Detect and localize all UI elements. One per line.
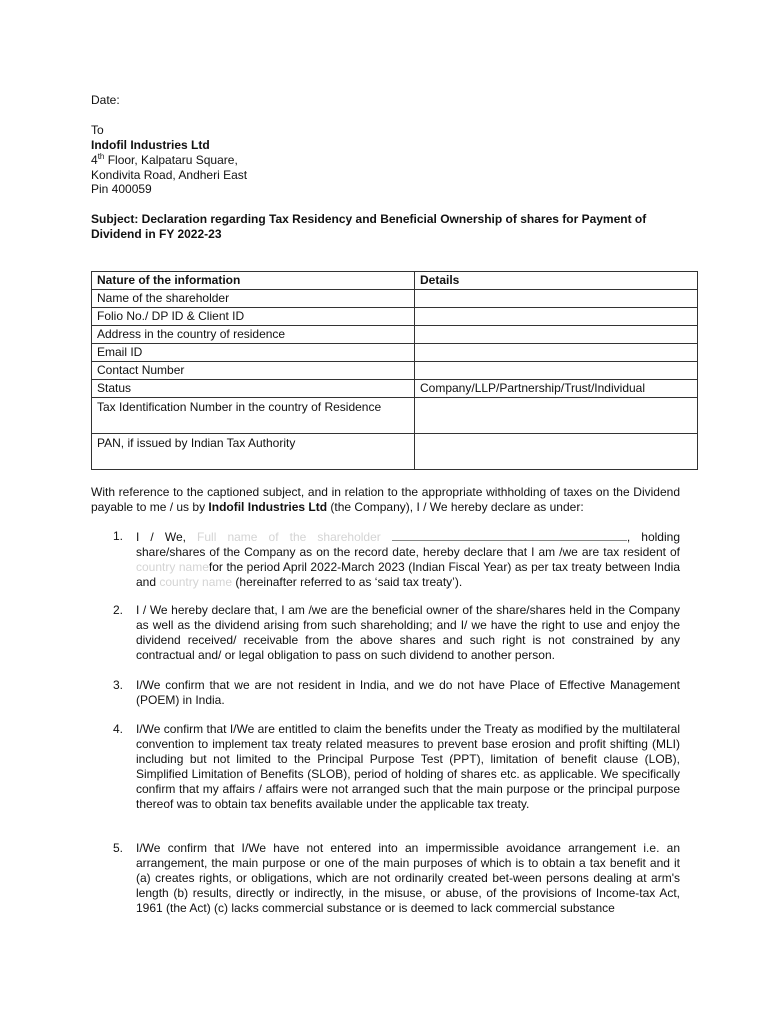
country-field-2[interactable]: country name: [159, 575, 233, 589]
row-value-field[interactable]: [415, 308, 698, 326]
address-line-1: 4th Floor, Kalpataru Square,: [91, 152, 238, 167]
recipient-company: Indofil Industries Ltd: [91, 138, 210, 152]
table-header-row: [92, 272, 698, 290]
table-row: [92, 344, 698, 362]
table-row: [92, 380, 698, 398]
header-details: Details: [415, 272, 698, 290]
row-value-field[interactable]: Company/LLP/Partnership/Trust/Individual: [415, 380, 698, 398]
row-value-field[interactable]: [415, 398, 698, 434]
row-value-field[interactable]: [415, 344, 698, 362]
row-label: Email ID: [92, 344, 415, 362]
row-label: Address in the country of residence: [92, 326, 415, 344]
row-value-field[interactable]: [415, 434, 698, 470]
row-value-field[interactable]: [415, 362, 698, 380]
item-text: I / We hereby declare that, I am /we are the beneficial owner of the share/shares held in the Company as well as the dividend arising from such shareholding; and I/ we have the right to use and enjoy the dividend received/ receivable from the above shares and such right is not constrained by any contractual and/ or legal obligation to pass on such dividend to another person.: [136, 603, 680, 662]
item-text: I/We confirm that we are not resident in India, and we do not have Place of Effective Management (POEM) in India.: [136, 678, 680, 707]
table-row: [92, 434, 698, 470]
header-nature: Nature of the information: [92, 272, 415, 290]
item-number: 1.: [113, 529, 124, 543]
shareholder-info-table: [91, 271, 698, 470]
date-label: Date:: [91, 93, 120, 107]
table-row: [92, 290, 698, 308]
subject-heading: Subject: Declaration regarding Tax Residency and Beneficial Ownership of shares for Payment of Dividend in FY 2022-23: [91, 212, 647, 241]
table-row: [92, 362, 698, 380]
row-label: Contact Number: [92, 362, 415, 380]
row-label: Folio No./ DP ID & Client ID: [92, 308, 415, 326]
country-field-1[interactable]: country name: [136, 560, 209, 574]
row-label: Status: [92, 380, 415, 398]
row-label: Name of the shareholder: [92, 290, 415, 308]
name-underline: [392, 529, 627, 541]
row-value-field[interactable]: [415, 326, 698, 344]
row-label: Tax Identification Number in the country of Residence: [92, 398, 415, 434]
intro-paragraph: With reference to the captioned subject, and in relation to the appropriate withholding of taxes on the Dividend payable to me / us by Indofil Industries Ltd (the Company), I / We hereby declare as under:: [91, 485, 680, 514]
table-row: [92, 308, 698, 326]
table-row: [92, 398, 698, 434]
address-line-3: Pin 400059: [91, 182, 152, 196]
to-label: To: [91, 123, 104, 137]
item-number: 2.: [113, 603, 124, 617]
address-line-2: Kondivita Road, Andheri East: [91, 168, 248, 182]
row-label: PAN, if issued by Indian Tax Authority: [92, 434, 415, 470]
item-text: I / We, Full name of the shareholder , holding share/shares of the Company as on the record date, hereby declare that I am /we are tax resident of country namefor the period April 2022-March 2023 (Indian Fiscal Year) as per tax treaty between India and country name (hereinafter referred to as ‘said tax treaty’).: [136, 530, 680, 589]
item-text: I/We confirm that I/We have not entered into an impermissible avoidance arrangement i.e. an arrangement, the main purpose or one of the main purposes of which is to obtain a tax benefit and it (a) creates rights, or obligations, which are not ordinarily created bet-ween persons dealing at arm's length (b) results, directly or indirectly, in the misuse, or abuse, of the provisions of Income-tax Act, 1961 (the Act) (c) lacks commercial substance or is deemed to lack commercial substance: [136, 841, 680, 915]
item-number: 3.: [113, 678, 124, 692]
table-row: [92, 326, 698, 344]
item-number: 4.: [113, 722, 124, 736]
item-number: 5.: [113, 841, 124, 855]
item-text: I/We confirm that I/We are entitled to claim the benefits under the Treaty as modified by the multilateral convention to implement tax treaty related measures to prevent base erosion and profit shifting (MLI) including but not limited to the Principal Purpose Test (PPT), limitation of benefit clause (LOB), Simplified Limitation of Benefits (SLOB), period of holding of shares etc. as applicable. We specifically confirm that my affairs / affairs were not arranged such that the main purpose or the principal purpose thereof was to obtain tax benefits available under the applicable tax treaty.: [136, 722, 680, 811]
row-value-field[interactable]: [415, 290, 698, 308]
shareholder-name-field[interactable]: Full name of the shareholder: [197, 530, 381, 544]
